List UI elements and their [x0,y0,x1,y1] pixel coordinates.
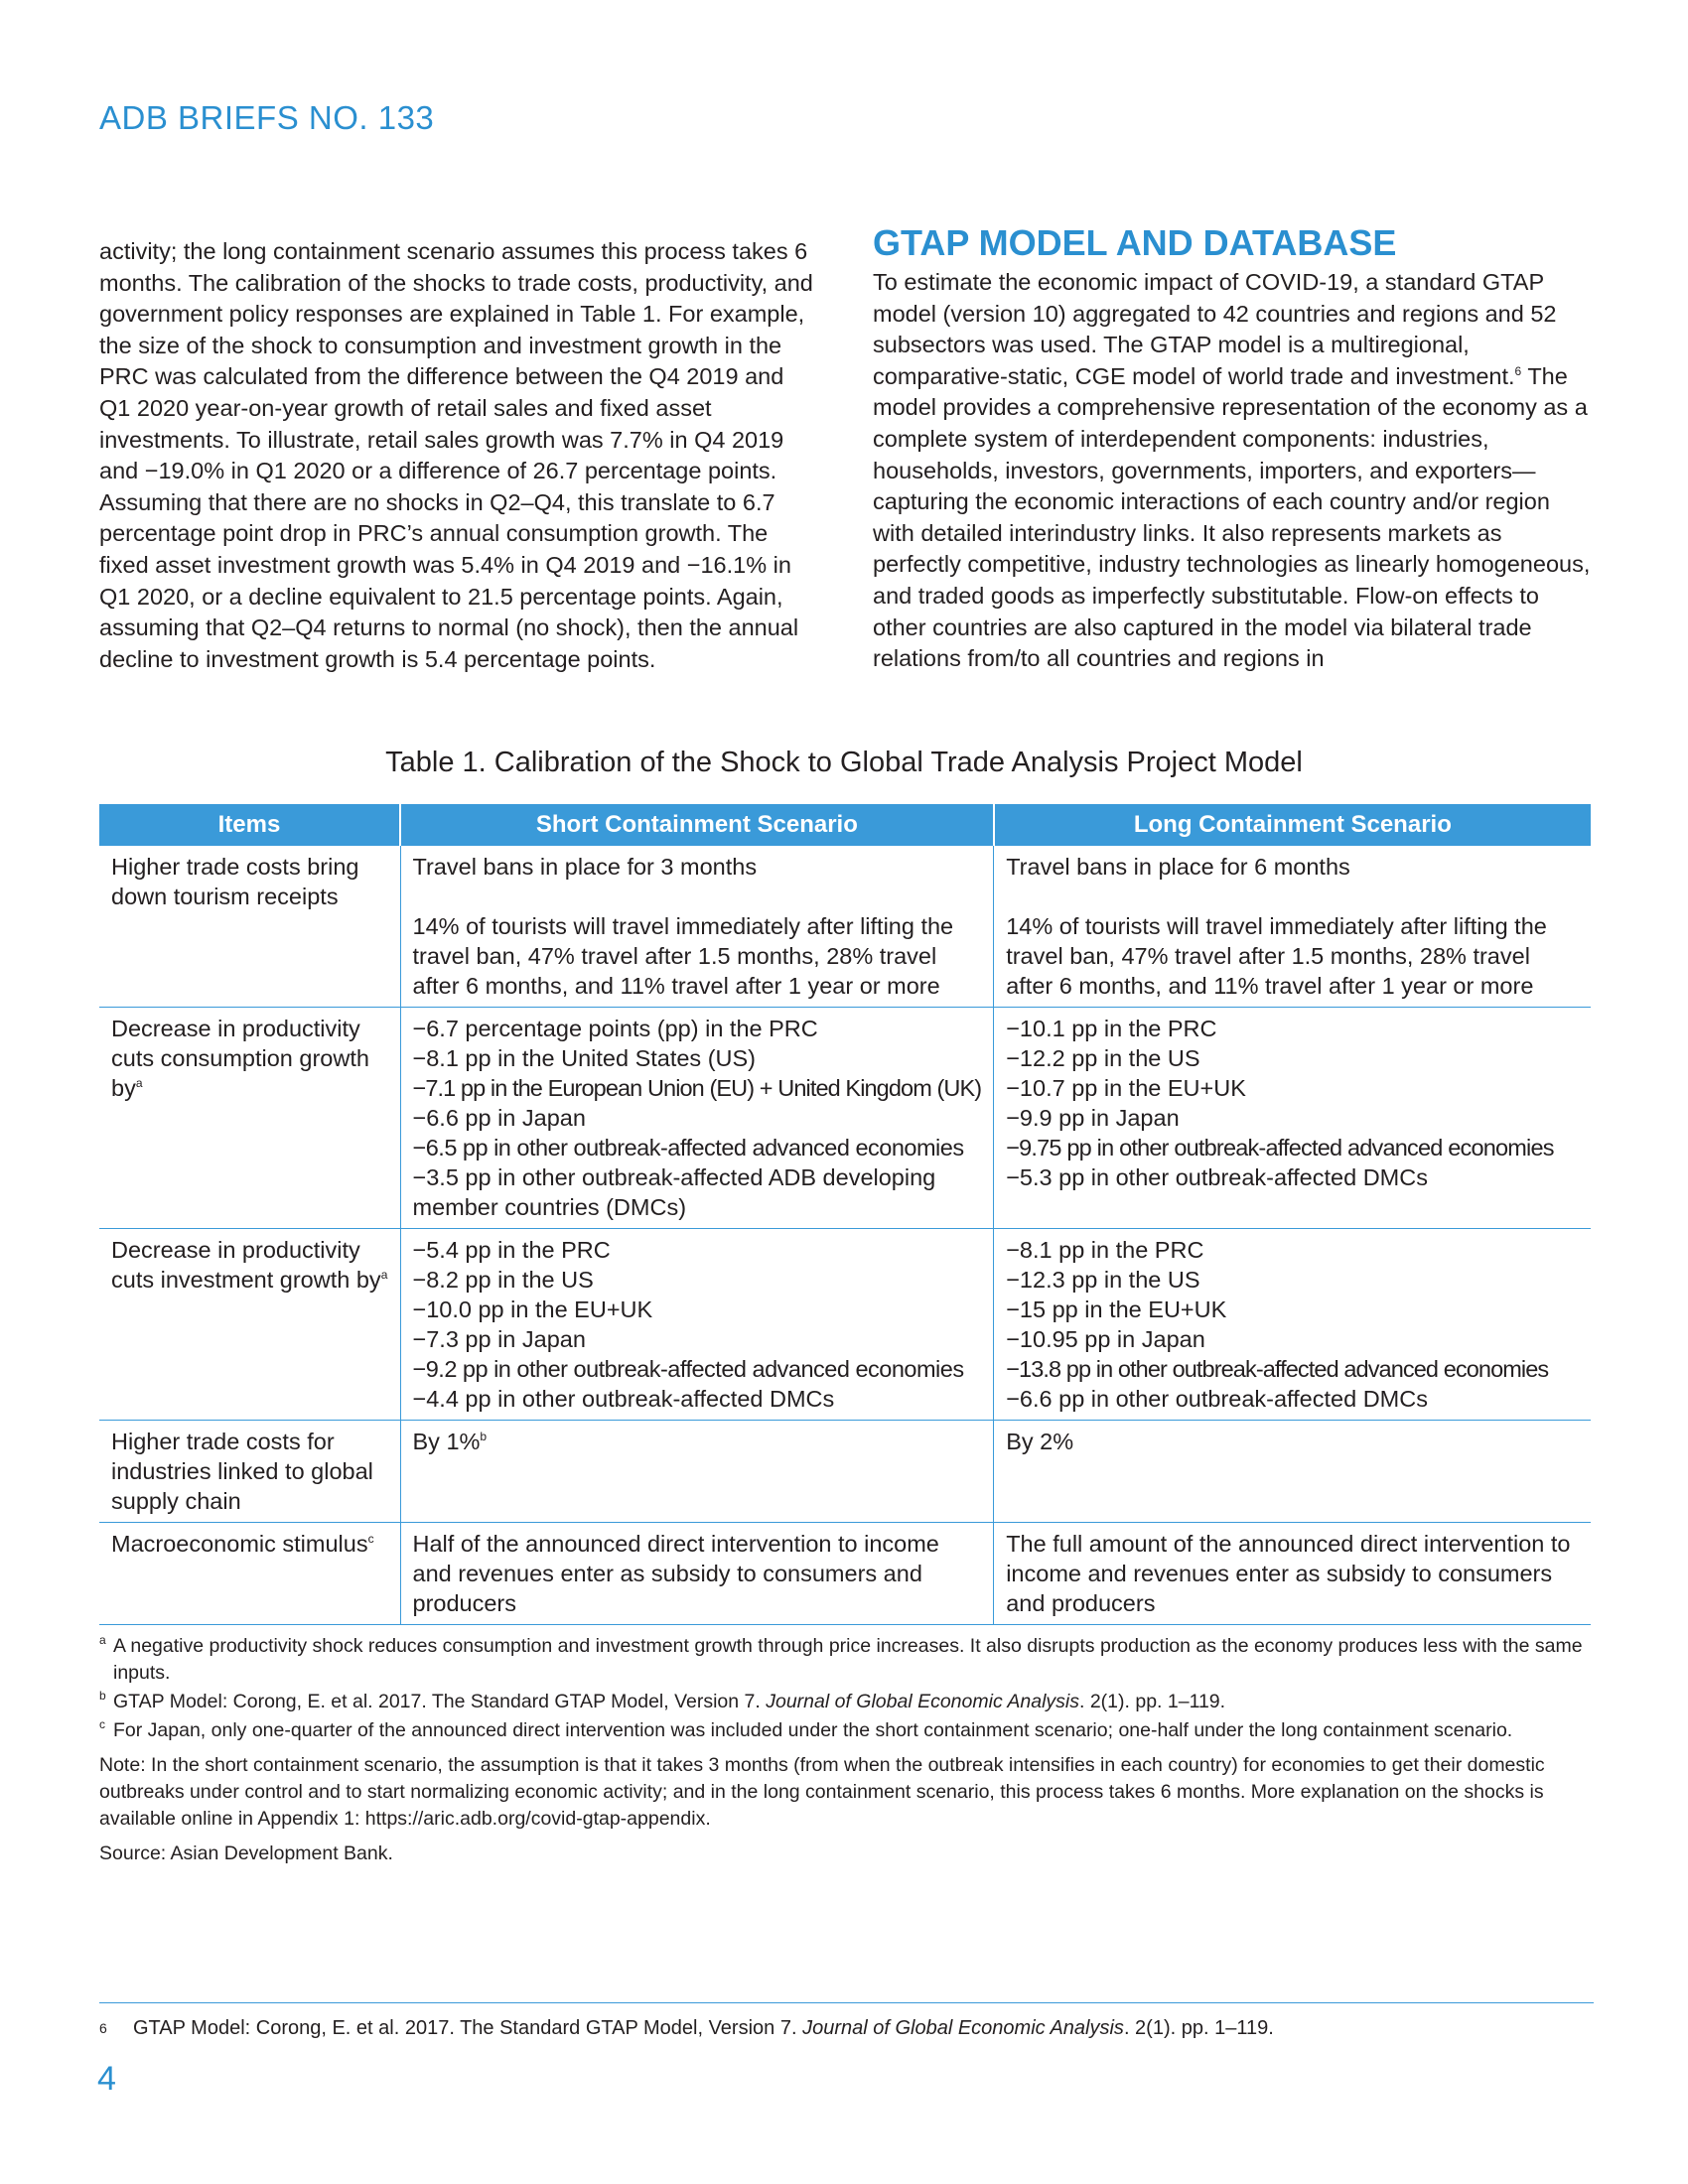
long-cell [994,1008,1591,1229]
table-footnote [99,1689,1589,1715]
footnote-text: . 2(1). pp. 1–119. [1079,1691,1226,1712]
long-cell [994,1229,1591,1421]
cell-text: Half of the announced direct intervention to income and revenues enter as subsidy to consumers and producers [412,1531,939,1616]
paragraph-text-part-1: To estimate the economic impact of COVID-19, a standard GTAP model (version 10) aggregated to 42 countries and regions and 52 subsectors was used. The GTAP model is a multiregional, comparative-static, CGE model of world trade and investment. [873,269,1557,389]
cell-line: −10.0 pp in the EU+UK [412,1297,653,1322]
cell-line: −9.75 pp in other outbreak-affected advanced economies [1006,1135,1554,1160]
calibration-table [99,804,1591,1625]
short-cell [400,846,994,1008]
footnote-number: 6 [99,2020,107,2036]
row-item [99,1229,400,1421]
cell-line: −7.1 pp in the European Union (EU) + United Kingdom (UK) [412,1075,982,1101]
page-footnote [99,2015,1589,2042]
cell-line: −12.2 pp in the US [1006,1045,1200,1071]
paragraph-text-part-2: The model provides a comprehensive representation of the economy as a complete system of interdependent components: industries, households, investors, governments, importers, and exporters—capturing the economic interactions of each country and/or region with detailed interindustry links. It also represents markets as perfectly competitive, industry technologies as linearly homogeneous, and traded goods as imperfectly substitutable. Flow-on effects to other countries are also captured in the model via bilateral trade relations from/to all countries and regions in [873,362,1591,672]
cell-line: −12.3 pp in the US [1006,1267,1200,1293]
footnote-text: For Japan, only one-quarter of the announced direct intervention was included under the short containment scenario; one-half under the long containment scenario. [113,1719,1513,1741]
cell-line: −9.2 pp in other outbreak-affected advanced economies [412,1356,964,1382]
cell-line: −6.6 pp in Japan [412,1105,586,1131]
table-source: Source: Asian Development Bank. [99,1843,393,1864]
footnote-text: GTAP Model: Corong, E. et al. 2017. The Standard GTAP Model, Version 7. [113,1691,767,1712]
footnote-mark: a [135,1076,143,1091]
cell-line: −8.1 pp in the PRC [1006,1237,1204,1263]
short-cell [400,1008,994,1229]
table-note: Note: In the short containment scenario, the assumption is that it takes 3 months (from when the outbreak intensifies in each country) for economies to get their domestic outbreaks under control and to start normalizing economic activity; and in the long containment scenario, this process takes 6 months. More explanation on the shocks is available online in Appendix 1: https://aric.adb.org/covid-gtap-appendix. [99,1754,1545,1830]
long-cell [994,1523,1591,1625]
footnote-reference: 6 [1514,363,1522,378]
short-cell [400,1421,994,1523]
header-long-scenario: Long Containment Scenario [994,804,1591,846]
long-cell [994,1421,1591,1523]
footnote-mark: b [99,1689,106,1703]
footnote-text: GTAP Model: Corong, E. et al. 2017. The Standard GTAP Model, Version 7. [133,2017,803,2039]
table-footnote [99,1633,1589,1687]
cell-text: 14% of tourists will travel immediately after lifting the travel ban, 47% travel after 1.5 months, 28% travel after 6 months, and 11% travel after 1 year or more [412,913,954,999]
cell-line: −6.6 pp in other outbreak-affected DMCs [1006,1386,1428,1412]
cell-text: 14% of tourists will travel immediately after lifting the travel ban, 47% travel after 1.5 months, 28% travel after 6 months, and 11% travel after 1 year or more [1006,913,1547,999]
cell-text: Travel bans in place for 3 months [412,854,758,880]
row-item [99,846,400,1008]
long-cell [994,846,1591,1008]
table-row [99,1523,1591,1625]
row-item-label: Macroeconomic stimulus [111,1531,368,1557]
section-heading: GTAP MODEL AND DATABASE [873,222,1397,263]
header-short-scenario: Short Containment Scenario [400,804,994,846]
cell-line: −8.1 pp in the United States (US) [412,1045,757,1071]
table-row [99,846,1591,1008]
short-cell [400,1523,994,1625]
cell-line: −5.3 pp in other outbreak-affected DMCs [1006,1164,1428,1190]
row-item [99,1523,400,1625]
row-item-label: Decrease in productivity cuts investment growth by [111,1237,381,1293]
cell-line: −5.4 pp in the PRC [412,1237,611,1263]
cell-text: By 1% [412,1429,481,1454]
cell-line: −4.4 pp in other outbreak-affected DMCs [412,1386,835,1412]
cell-line: −15 pp in the EU+UK [1006,1297,1227,1322]
table-notes [99,1633,1589,1867]
table-header-row [99,804,1591,846]
cell-text: Travel bans in place for 6 months [1006,854,1350,880]
cell-text: By 2% [1006,1429,1074,1454]
table-row [99,1421,1591,1523]
footnote-mark: a [380,1268,388,1283]
row-item-label: Higher trade costs for industries linked to global supply chain [111,1429,373,1514]
table-title: Table 1. Calibration of the Shock to Global Trade Analysis Project Model [385,747,1303,778]
row-item [99,1008,400,1229]
footnote-text: . 2(1). pp. 1–119. [1123,2017,1274,2039]
cell-line: −10.7 pp in the EU+UK [1006,1075,1246,1101]
row-item-label: Decrease in productivity cuts consumption growth by [111,1016,369,1101]
footnote-mark: c [99,1717,105,1731]
right-column [873,223,1596,675]
cell-text: The full amount of the announced direct intervention to income and revenues enter as subsidy to consumers and producers [1006,1531,1571,1616]
table-row [99,1229,1591,1421]
journal-title: Journal of Global Economic Analysis [766,1691,1079,1712]
left-column [99,236,814,675]
cell-line: −6.7 percentage points (pp) in the PRC [412,1016,818,1041]
short-cell [400,1229,994,1421]
left-column-paragraph: activity; the long containment scenario assumes this process takes 6 months. The calibration of the shocks to trade costs, productivity, and government policy responses are explained in Table 1. For example, the size of the shock to consumption and investment growth in the PRC was calculated from the difference between the Q4 2019 and Q1 2020 year-on-year growth of retail sales and fixed asset investments. To illustrate, retail sales growth was 7.7% in Q4 2019 and −19.0% in Q1 2020 or a difference of 26.7 percentage points. Assuming that there are no shocks in Q2–Q4, this translate to 6.7 percentage point drop in PRC’s annual consumption growth. The fixed asset investment growth was 5.4% in Q4 2019 and −16.1% in Q1 2020, or a decline equivalent to 21.5 percentage points. Again, assuming that Q2–Q4 returns to normal (no shock), then the annual decline to investment growth is 5.4 percentage points. [99,238,813,672]
journal-title: Journal of Global Economic Analysis [802,2017,1124,2039]
cell-line: −10.95 pp in Japan [1006,1326,1205,1352]
table-footnote [99,1717,1589,1744]
cell-line: −7.3 pp in Japan [412,1326,586,1352]
cell-line: −6.5 pp in other outbreak-affected advanced economies [412,1135,964,1160]
footnote-mark: b [480,1430,488,1444]
cell-line: −8.2 pp in the US [412,1267,594,1293]
footnote-mark: a [99,1633,106,1647]
cell-line: −9.9 pp in Japan [1006,1105,1180,1131]
footnote-text: A negative productivity shock reduces consumption and investment growth through price increases. It also disrupts production as the economy produces less with the same inputs. [113,1635,1583,1684]
footnote-divider [99,2002,1594,2003]
cell-line: −13.8 pp in other outbreak-affected advanced economies [1006,1356,1549,1382]
running-header: ADB BRIEFS NO. 133 [99,99,435,136]
header-items: Items [99,804,400,846]
page-number: 4 [97,2060,116,2098]
right-column-paragraph [873,267,1596,675]
row-item-label: Higher trade costs bring down tourism receipts [111,854,359,909]
row-item [99,1421,400,1523]
table-row [99,1008,1591,1229]
cell-line: −10.1 pp in the PRC [1006,1016,1217,1041]
cell-line: −3.5 pp in other outbreak-affected ADB developing member countries (DMCs) [412,1164,936,1220]
footnote-mark: c [367,1532,374,1547]
